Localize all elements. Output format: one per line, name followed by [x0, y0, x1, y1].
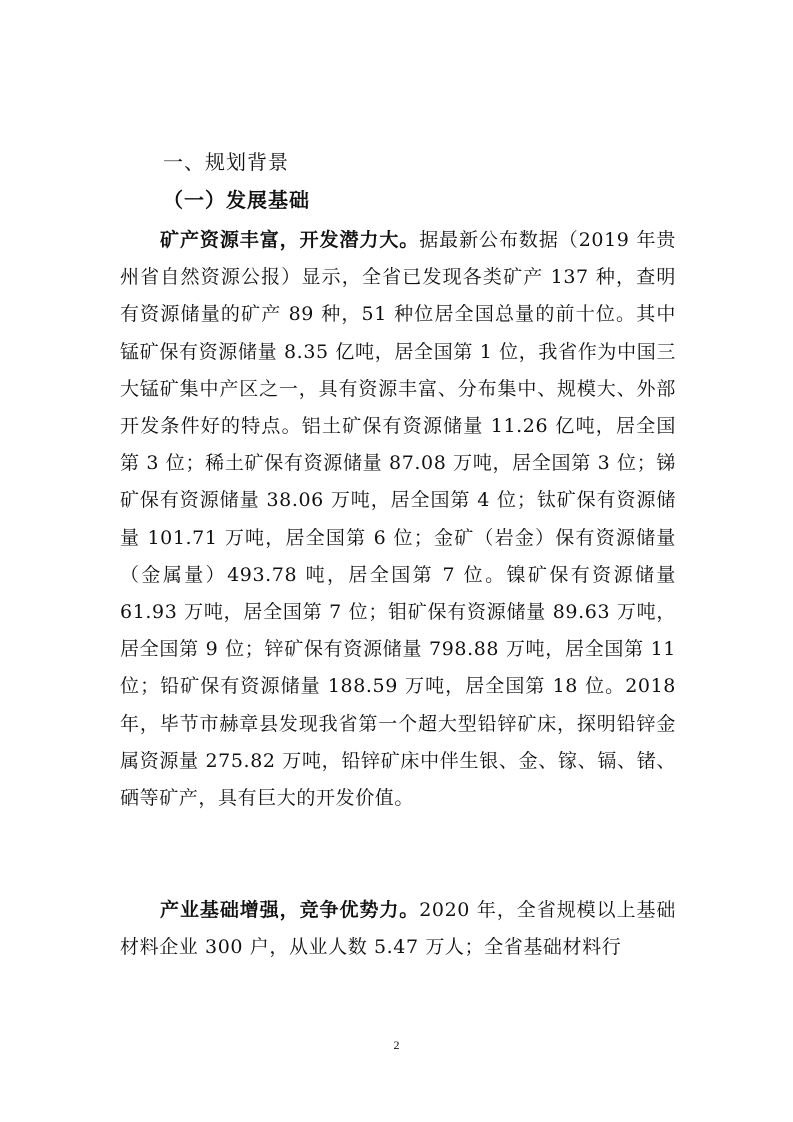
paragraph-lead: 产业基础增强，竞争优势力。 [160, 899, 420, 921]
section-heading: 一、规划背景 [163, 150, 289, 174]
paragraph-industry-foundation [120, 892, 676, 966]
page-number: 2 [393, 1038, 400, 1052]
subsection-heading: （一）发展基础 [163, 188, 310, 212]
paragraph-body: 2020 年，全省规模以上基础材料企业 300 户，从业人数 5.47 万人；全省基础材料行 [120, 899, 676, 959]
paragraph-body: 据最新公布数据（2019 年贵州省自然资源公报）显示，全省已发现各类矿产 137 种，查明有资源储量的矿产 89 种，51 种位居全国总量的前十位。其中锰矿保有资源储量 8.35 亿吨，居全国第 1 位，我省作为中国三大锰矿集中产区之一，具有资源丰富、分布集中、规模大、外部开发条件好的特点。铝土矿保有资源储量 11.26 亿吨，居全国第 3 位；稀土矿保有资源储量 87.08 万吨，居全国第 3 位；锑矿保有资源储量 38.06 万吨，居全国第 4 位；钛矿保有资源储量 101.71 万吨，居全国第 6 位；金矿（岩金）保有资源储量（金属量）493.78 吨，居全国第 7 位。镍矿保有资源储量 61.93 万吨，居全国第 7 位；钼矿保有资源储量 89.63 万吨，居全国第 9 位；锌矿保有资源储量 798.88 万吨，居全国第 11 位；铅矿保有资源储量 188.59 万吨，居全国第 18 位。2018 年，毕节市赫章县发现我省第一个超大型铅锌矿床，探明铅锌金属资源量 275.82 万吨，铅锌矿床中伴生银、金、镓、镉、锗、硒等矿产，具有巨大的开发价值。 [120, 229, 676, 810]
paragraph-lead: 矿产资源丰富，开发潜力大。 [160, 229, 420, 251]
paragraph-mineral-resources [120, 222, 676, 817]
